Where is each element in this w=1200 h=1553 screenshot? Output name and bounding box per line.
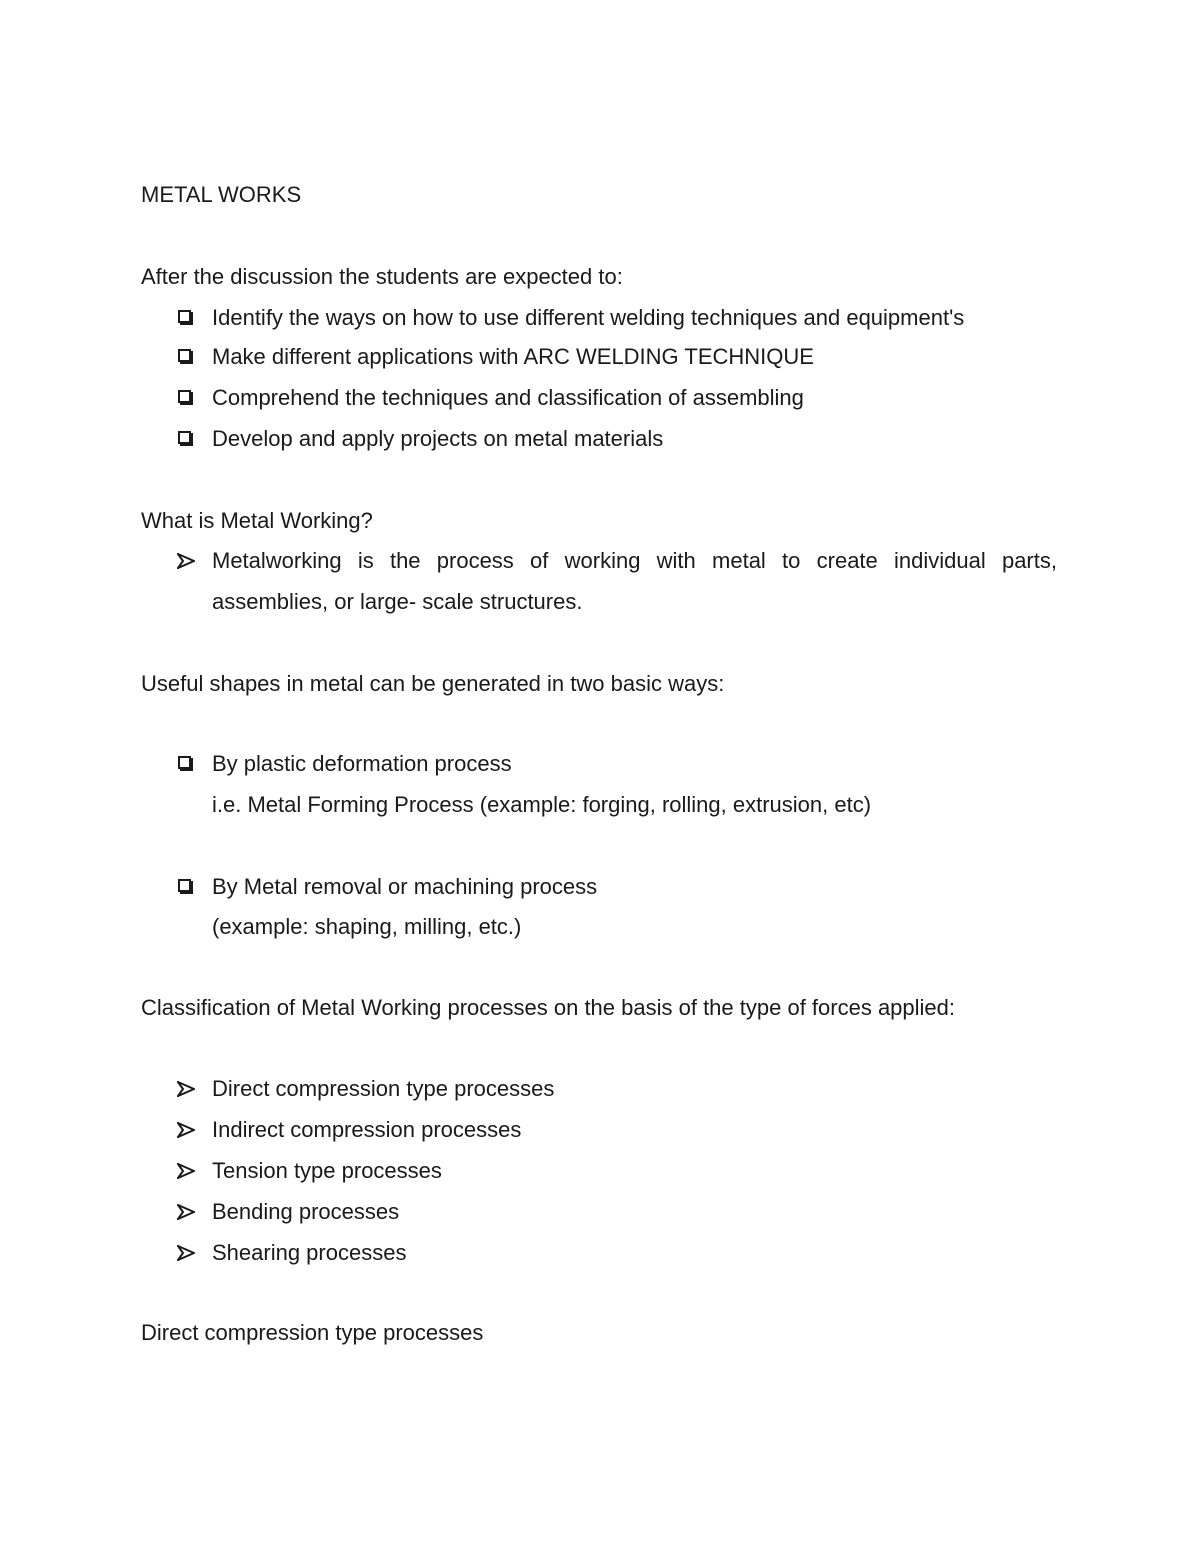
definition-answer-line1: Metalworking is the process of working with metal to create individual parts, xyxy=(212,548,1057,573)
arrow-bullet-icon xyxy=(176,547,198,575)
definition-answer-line2: assemblies, or large- scale structures. xyxy=(212,589,583,614)
document-title: METAL WORKS xyxy=(141,182,302,207)
checkbox-bullet-icon xyxy=(176,750,198,778)
checkbox-bullet-icon xyxy=(176,304,198,332)
classification-text: Direct compression type processes xyxy=(212,1076,555,1101)
objective-text: Make different applications with ARC WELDING TECHNIQUE xyxy=(212,344,814,369)
arrow-bullet-icon xyxy=(176,1157,198,1185)
section-heading: Direct compression type processes xyxy=(141,1320,484,1345)
objective-text: Identify the ways on how to use different welding techniques and equipment's xyxy=(212,305,965,330)
classification-text: Bending processes xyxy=(212,1199,400,1224)
objective-text: Comprehend the techniques and classification of assembling xyxy=(212,385,804,410)
shape-way-label: By plastic deformation process xyxy=(212,751,512,776)
classification-text: Tension type processes xyxy=(212,1158,442,1183)
classification-intro: Classification of Metal Working processes on the basis of the type of forces applied: xyxy=(141,995,956,1020)
arrow-bullet-icon xyxy=(176,1198,198,1226)
arrow-bullet-icon xyxy=(176,1239,198,1267)
checkbox-bullet-icon xyxy=(176,873,198,901)
arrow-bullet-icon xyxy=(176,1116,198,1144)
objective-text: Develop and apply projects on metal materials xyxy=(212,426,664,451)
classification-text: Shearing processes xyxy=(212,1240,407,1265)
shape-way-detail: i.e. Metal Forming Process (example: forging, rolling, extrusion, etc) xyxy=(212,792,872,817)
classification-text: Indirect compression processes xyxy=(212,1117,522,1142)
shapes-intro: Useful shapes in metal can be generated in two basic ways: xyxy=(141,671,725,696)
shape-way-label: By Metal removal or machining process xyxy=(212,874,598,899)
checkbox-bullet-icon xyxy=(176,384,198,412)
shape-way-detail: (example: shaping, milling, etc.) xyxy=(212,914,522,939)
arrow-bullet-icon xyxy=(176,1075,198,1103)
checkbox-bullet-icon xyxy=(176,343,198,371)
checkbox-bullet-icon xyxy=(176,425,198,453)
objectives-intro: After the discussion the students are expected to: xyxy=(141,264,623,289)
definition-question: What is Metal Working? xyxy=(141,508,373,533)
